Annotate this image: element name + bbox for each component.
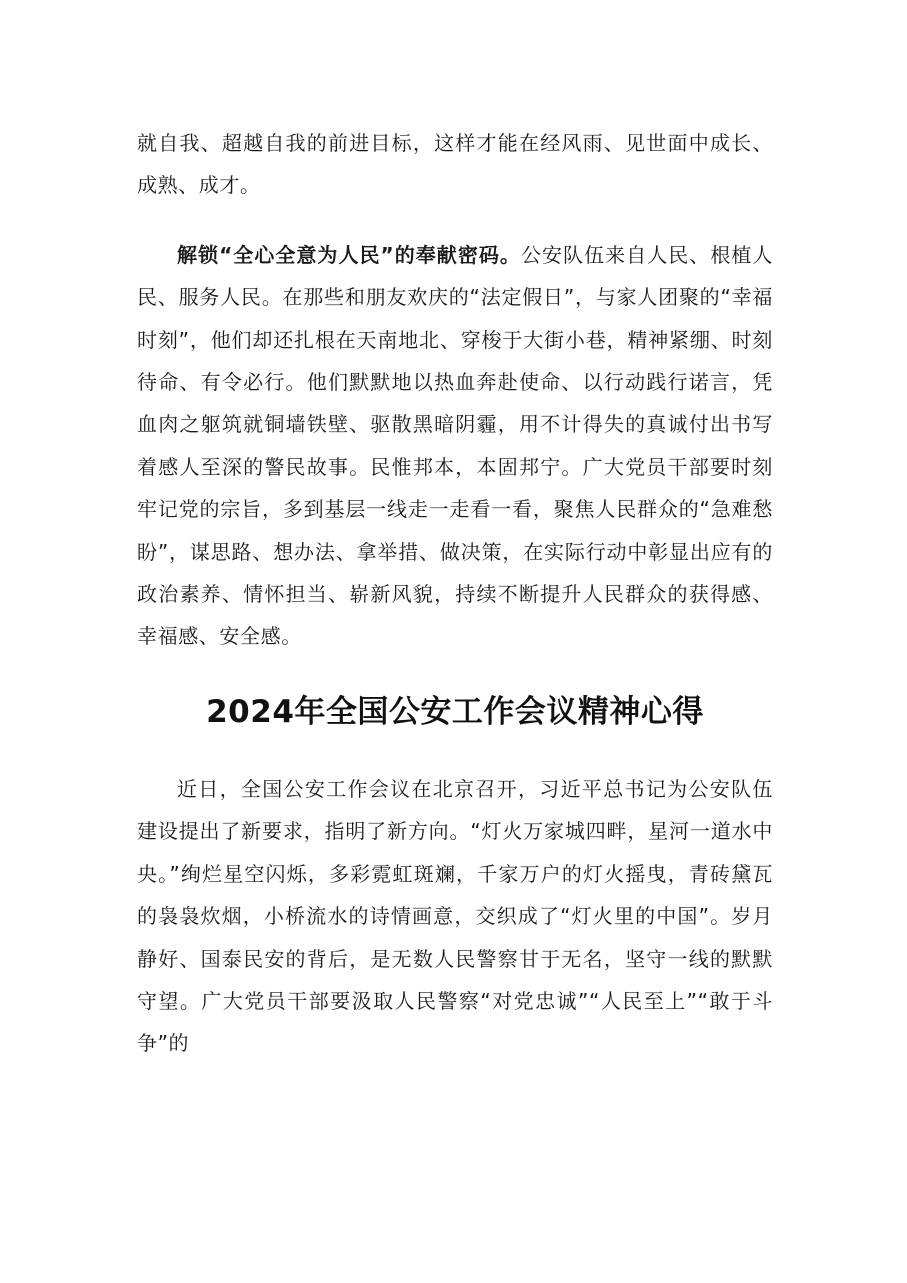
paragraph-body: 公安队伍来自人民、根植人民、服务人民。在那些和朋友欢庆的“法定假日”，与家人团聚的“幸福时刻”，他们却还扎根在天南地北、穿梭于大街小巷，精神紧绷、时刻待命、有令必行。他们默默地以热血奔赴使命、以行动践行诺言，凭血肉之躯筑就铜墙铁壁、驱散黑暗阴霾，用不计得失的真诚付出书写着感人至深的警民故事。民惟邦本，本固邦宁。广大党员干部要时刻牢记党的宗旨，多到基层一线走一走看一看，聚焦人民群众的“急难愁盼”，谋思路、想办法、拿举措、做决策，在实际行动中彰显出应有的政治素养、情怀担当、崭新风貌，持续不断提升人民群众的获得感、幸福感、安全感。 (137, 242, 773, 649)
paragraph-intro: 近日，全国公安工作会议在北京召开，习近平总书记为公安队伍建设提出了新要求，指明了新方向。“灯火万家城四畔，星河一道水中央。”绚烂星空闪烁，多彩霓虹斑斓，千家万户的灯火摇曳，青砖黛瓦的袅袅炊烟，小桥流水的诗情画意，交织成了“灯火里的中国”。岁月静好、国泰民安的背后，是无数人民警察甘于无名，坚守一线的默默守望。广大党员干部要汲取人民警察“对党忠诚”“人民至上”“敢于斗争”的 (137, 776, 773, 1056)
paragraph-devotion (137, 234, 773, 658)
document-page (137, 122, 773, 1065)
document-title: 2024年全国公安工作会议精神心得 (206, 693, 704, 730)
paragraph-spacer (137, 207, 773, 234)
paragraph-lead-heading: 解锁“全心全意为人民”的奉献密码。 (177, 242, 521, 267)
paragraph-continued: 就自我、超越自我的前进目标，这样才能在经风雨、见世面中成长、成熟、成才。 (137, 131, 773, 198)
